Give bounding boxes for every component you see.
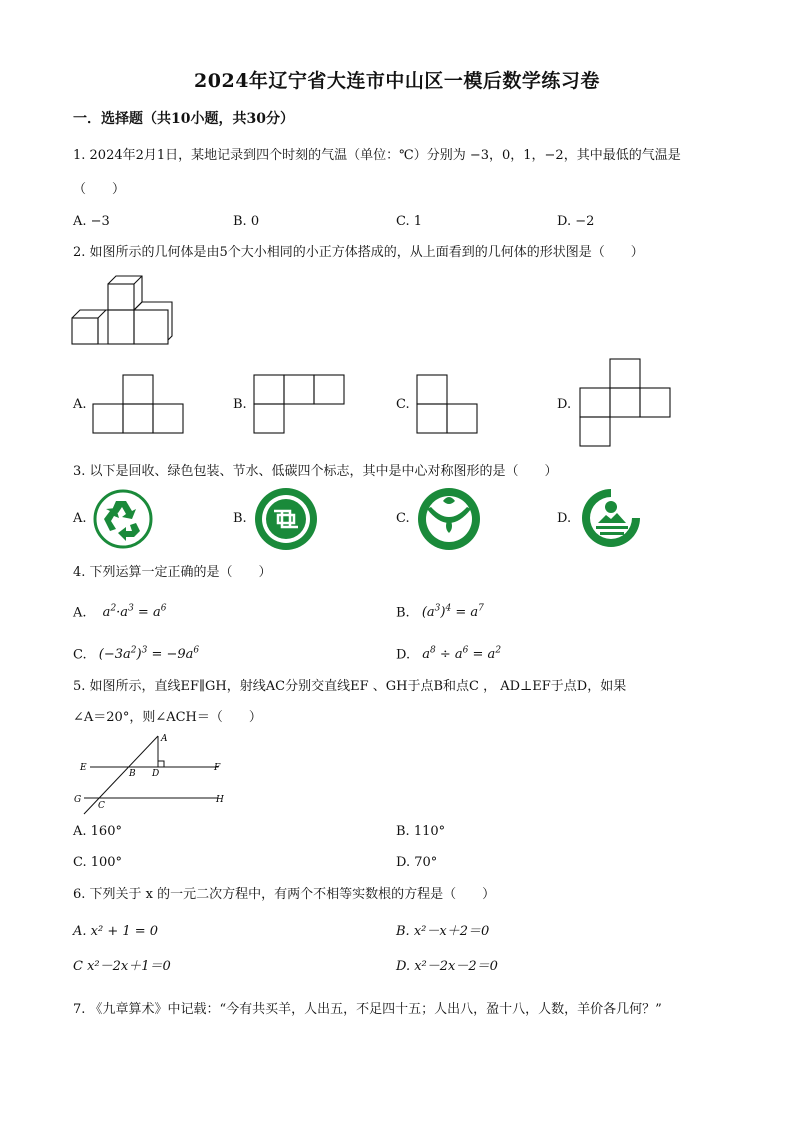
q5-option-d: D. 70° [396,855,438,870]
page-title: 2024年辽宁省大连市中山区一模后数学练习卷 [194,70,600,92]
question-1-text: 1. 2024年2月1日，某地记录到四个时刻的气温（单位：℃）分别为 −3，0，1，−2，其中最低的气温是 [73,148,681,163]
q1-option-a: A. −3 [73,214,110,229]
q2-option-d-figure [579,358,671,450]
q3-option-b-label: B. [233,511,247,526]
q5-label-e: E [80,763,87,773]
q5-option-a: A. 160° [73,824,122,839]
q6-option-b: B. x²－x＋2＝0 [396,924,490,939]
question-7-text: 7. 《九章算术》中记载：“今有共买羊，人出五，不足四十五；人出八，盈十八，人数，羊价各几何？” [73,1002,662,1017]
q2-option-a-figure [92,374,184,436]
q2-option-c-label: C. [396,397,410,412]
q6-option-d: D. x²－2x－2＝0 [396,959,498,974]
q2-option-d-label: D. [557,397,572,412]
water-saving-logo-icon [417,487,481,551]
section-heading: 一．选择题（共10小题，共30分） [73,111,294,127]
q6-option-c: C x²－2x＋1＝0 [73,959,171,974]
q1-option-c: C. 1 [396,214,423,229]
q2-option-a-label: A. [73,397,87,412]
q4-option-b-formula: $(a^3)^4 = a^7$ [421,604,484,621]
q4-option-d-label: D. [396,647,411,663]
q1-option-b: B. 0 [233,214,260,229]
q5-label-g: G [74,795,82,805]
q4-option-d [396,641,501,665]
q4-option-a-label: A. [73,605,87,621]
low-carbon-logo-icon [580,487,642,549]
question-5-condition: ∠A＝20°，则∠ACH＝（ ） [73,710,262,725]
q4-option-c [73,641,199,665]
q6-option-a: A. x² + 1 = 0 [73,924,159,939]
recycle-logo-icon [92,489,154,549]
q5-parallel-lines-figure [72,732,232,816]
q5-label-f: F [214,763,221,773]
green-packaging-logo-icon [254,487,318,551]
q5-option-c: C. 100° [73,855,123,870]
q2-option-b-figure [253,374,345,436]
question-1-bracket: （ ） [73,182,126,197]
question-3-text: 3. 以下是回收、绿色包装、节水、低碳四个标志，其中是中心对称图形的是（ ） [73,464,558,479]
q5-label-h: H [216,795,224,805]
q1-option-d: D. −2 [557,214,595,229]
q5-label-d: D [152,769,160,779]
q5-label-a: A [161,734,168,744]
q4-option-b-label: B. [396,605,410,621]
q2-cube-figure [70,272,176,350]
q4-option-d-formula: $a^8 \div a^6 = a^2$ [422,646,502,663]
q5-option-b: B. 110° [396,824,446,839]
q4-option-a-formula: $a^2\cdot a^3 = a^6$ [102,604,167,621]
question-2-text: 2. 如图所示的几何体是由5个大小相同的小正方体搭成的，从上面看到的几何体的形状图是（ ） [73,245,644,260]
q5-label-b: B [129,769,136,779]
q4-option-c-formula: $(-3a^2)^3 = -9a^6$ [98,646,200,663]
question-5-text: 5. 如图所示，直线EF∥GH，射线AC分别交直线EF 、GH于点B和点C ， AD⊥EF于点D，如果 [73,679,627,694]
question-6-text: 6. 下列关于 x 的一元二次方程中，有两个不相等实数根的方程是（ ） [73,887,496,902]
q4-option-a [73,599,166,623]
q2-option-b-label: B. [233,397,247,412]
q4-option-c-label: C. [73,647,87,663]
q4-option-b [396,599,484,623]
q3-option-a-label: A. [73,511,87,526]
q2-option-c-figure [416,374,478,436]
q3-option-c-label: C. [396,511,410,526]
q3-option-d-label: D. [557,511,572,526]
question-4-text: 4. 下列运算一定正确的是（ ） [73,565,272,580]
q5-label-c: C [98,801,105,811]
